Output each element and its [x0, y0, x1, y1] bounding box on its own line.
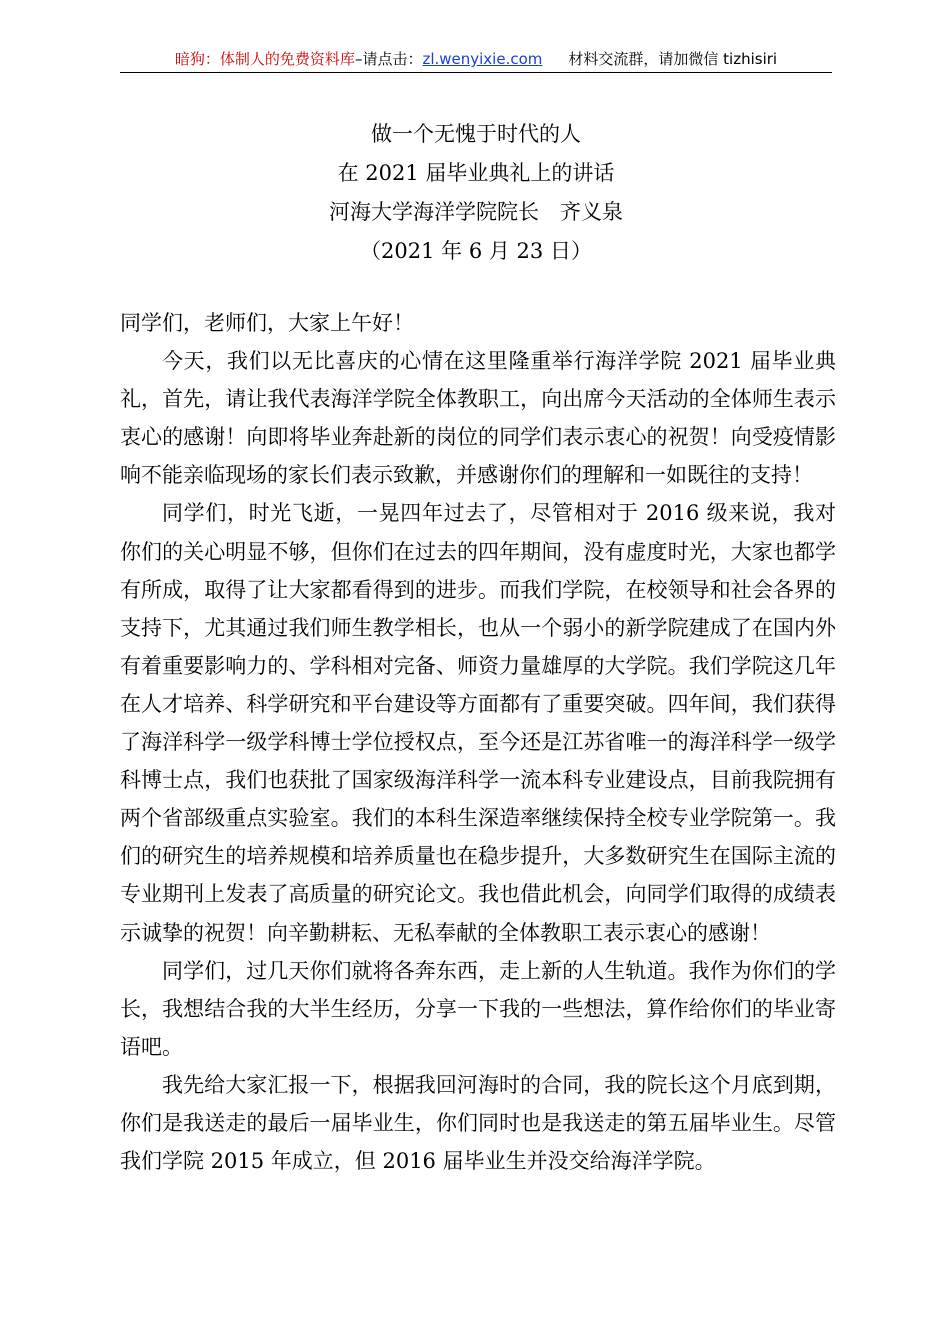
title-block [120, 115, 832, 271]
document-subtitle: 在 2021 届毕业典礼上的讲话 [337, 161, 615, 185]
body-paragraph: 同学们，时光飞逝，一晃四年过去了，尽管相对于 2016 级来说，我对你们的关心明显不够，但你们在过去的四年期间，没有虚度时光，大家也都学有所成，取得了让大家都看得到的进步。而我们学院，在校领导和社会各界的支持下，尤其通过我们师生教学相长，也从一个弱小的新学院建成了在国内外有着重要影响力的、学科相对完备、师资力量雄厚的大学院。我们学院这几年在人才培养、科学研究和平台建设等方面都有了重要突破。四年间，我们获得了海洋科学一级学科博士学位授权点，至今还是江苏省唯一的海洋科学一级学科博士点，我们也获批了国家级海洋科学一流本科专业建设点，目前我院拥有两个省部级重点实验室。我们的本科生深造率继续保持全校专业学院第一。我们的研究生的培养规模和培养质量也在稳步提升，大多数研究生在国际主流的专业期刊上发表了高质量的研究论文。我也借此机会，向同学们取得的成绩表示诚挚的祝贺！向辛勤耕耘、无私奉献的全体教职工表示衷心的感谢！ [120, 501, 836, 945]
header-group-info: 材料交流群，请加微信 tizhisiri [568, 50, 778, 68]
document-author: 河海大学海洋学院院长 齐义泉 [329, 200, 623, 224]
body-paragraph: 我先给大家汇报一下，根据我回河海时的合同，我的院长这个月底到期，你们是我送走的最后一届毕业生，你们同时也是我送走的第五届毕业生。尽管我们学院 2015 年成立，但 2016 届毕业生并没交给海洋学院。 [120, 1072, 836, 1174]
document-date: （2021 年 6 月 23 日） [360, 239, 592, 263]
page-header [120, 46, 832, 73]
header-link[interactable]: zl.wenyixie.com [422, 50, 543, 68]
body-paragraph: 同学们，过几天你们就将各奔东西，走上新的人生轨道。我作为你们的学长，我想结合我的大半生经历，分享一下我的一些想法，算作给你们的毕业寄语吧。 [120, 958, 836, 1059]
greeting-paragraph: 同学们，老师们，大家上午好！ [120, 311, 414, 335]
header-brand: 暗狗：体制人的免费资料库 [174, 50, 355, 68]
body-paragraph: 今天，我们以无比喜庆的心情在这里隆重举行海洋学院 2021 届毕业典礼，首先，请让我代表海洋学院全体教职工，向出席今天活动的全体师生表示衷心的感谢！向即将毕业奔赴新的岗位的同学们表示衷心的祝贺！向受疫情影响不能亲临现场的家长们表示致歉，并感谢你们的理解和一如既往的支持！ [120, 349, 836, 488]
document-title: 做一个无愧于时代的人 [371, 122, 581, 146]
header-prompt: –请点击： [354, 50, 423, 68]
speech-body [120, 304, 836, 1180]
